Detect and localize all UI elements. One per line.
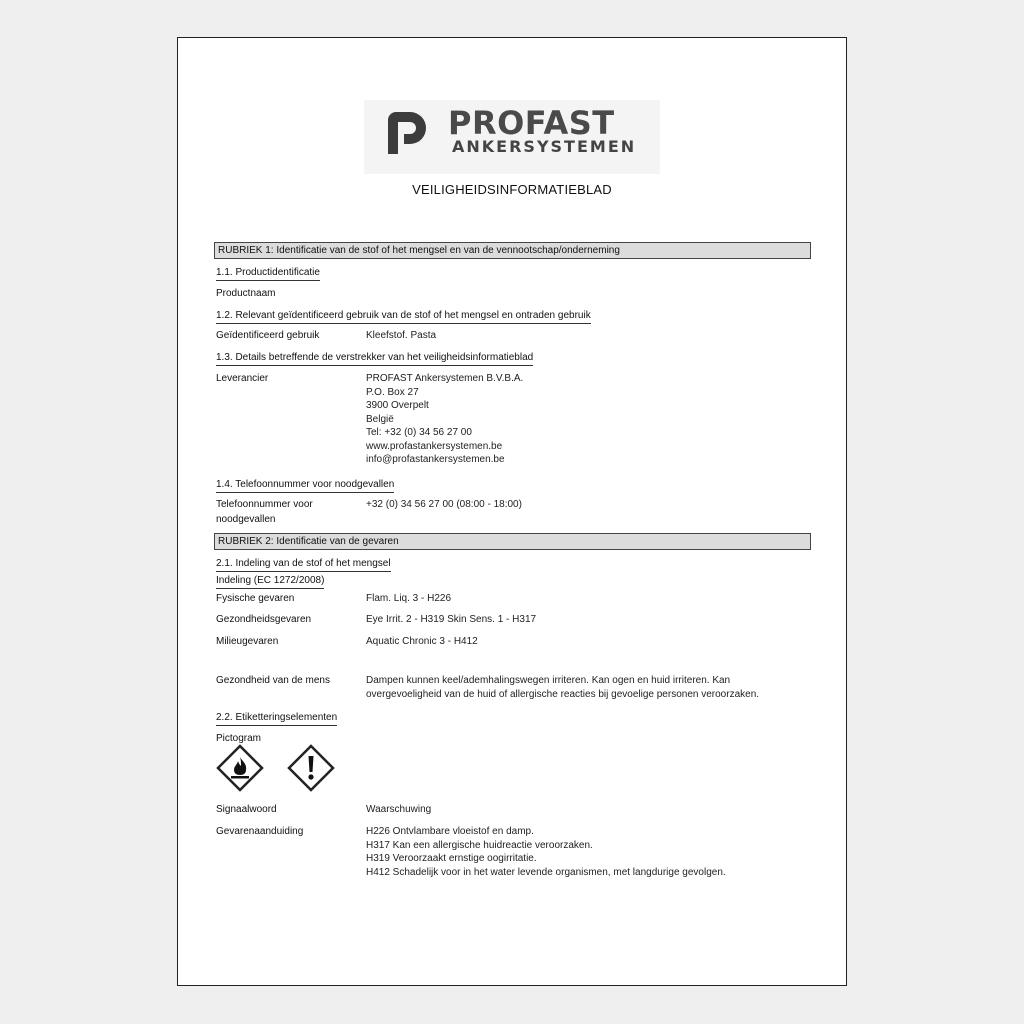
emergency-phone-value: +32 (0) 34 56 27 00 (08:00 - 18:00) [366, 499, 522, 510]
supplier-website: www.profastankersystemen.be [366, 440, 503, 452]
identified-use-label: Geïdentificeerd gebruik [216, 330, 320, 341]
hazard-statement-h317: H317 Kan een allergische huidreactie veroorzaken. [366, 839, 593, 851]
emergency-phone-label [216, 497, 313, 527]
hazard-statement-h319: H319 Veroorzaakt ernstige oogirritatie. [366, 853, 537, 864]
classification-heading: Indeling (EC 1272/2008) [216, 575, 324, 589]
brand-subtitle: ANKERSYSTEMEN [452, 137, 637, 156]
supplier-country: België [366, 413, 394, 425]
supplier-label: Leverancier [216, 373, 269, 384]
subsection-2-1-heading: 2.1. Indeling van de stof of het mengsel [216, 558, 391, 572]
health-hazards-label: Gezondheidsgevaren [216, 614, 312, 625]
signal-word-label: Signaalwoord [216, 804, 277, 815]
subsection-1-1-heading: 1.1. Productidentificatie [216, 267, 320, 281]
hazard-statement-h412: H412 Schadelijk voor in het water levende organismen, met langdurige gevolgen. [366, 866, 726, 878]
profast-logo-mark-icon [384, 110, 430, 156]
subsection-2-2-heading: 2.2. Etiketteringselementen [216, 712, 337, 726]
hazard-statements-label: Gevarenaanduiding [216, 826, 304, 837]
section-1-header: RUBRIEK 1: Identificatie van de stof of het mengsel en van de vennootschap/onderneming [214, 242, 811, 259]
physical-hazards-label: Fysische gevaren [216, 593, 295, 604]
identified-use-value: Kleefstof. Pasta [366, 330, 437, 341]
hazard-statement-h226: H226 Ontvlambare vloeistof en damp. [366, 826, 534, 837]
human-health-label: Gezondheid van de mens [216, 675, 330, 686]
supplier-address [366, 372, 523, 467]
physical-hazards-value: Flam. Liq. 3 - H226 [366, 593, 452, 604]
flame-icon [216, 744, 264, 792]
subsection-1-4-heading: 1.4. Telefoonnummer voor noodgevallen [216, 479, 394, 493]
document-title: VEILIGHEIDSINFORMATIEBLAD [412, 182, 612, 197]
signal-word-value: Waarschuwing [366, 804, 432, 815]
environmental-hazards-label: Milieugevaren [216, 636, 279, 647]
supplier-pobox: P.O. Box 27 [366, 386, 419, 398]
supplier-phone: Tel: +32 (0) 34 56 27 00 [366, 427, 472, 438]
health-hazards-value: Eye Irrit. 2 - H319 Skin Sens. 1 - H317 [366, 614, 537, 625]
pictogram-label: Pictogram [216, 733, 262, 744]
emergency-phone-label-line1: Telefoonnummer voor [216, 499, 313, 510]
human-health-value [366, 674, 759, 701]
section-2-header: RUBRIEK 2: Identificatie van de gevaren [214, 533, 811, 550]
supplier-city: 3900 Overpelt [366, 400, 429, 411]
emergency-phone-label-line2: noodgevallen [216, 514, 276, 525]
exclamation-icon [287, 744, 335, 792]
supplier-company: PROFAST Ankersystemen B.V.B.A. [366, 373, 524, 384]
supplier-email: info@profastankersystemen.be [366, 454, 505, 465]
brand-name: PROFAST [448, 104, 615, 142]
subsection-1-2-heading: 1.2. Relevant geïdentificeerd gebruik van de stof of het mengsel en ontraden gebruik [216, 310, 591, 324]
product-name-label: Productnaam [216, 288, 276, 299]
human-health-line2: overgevoeligheid van de huid of allergische reacties bij gevoelige personen veroorzaken. [366, 688, 760, 700]
human-health-line1: Dampen kunnen keel/ademhalingswegen irriteren. Kan ogen en huid irriteren. Kan [366, 675, 731, 686]
subsection-1-3-heading: 1.3. Details betreffende de verstrekker van het veiligheidsinformatieblad [216, 352, 533, 366]
environmental-hazards-value: Aquatic Chronic 3 - H412 [366, 636, 478, 647]
hazard-statements [366, 825, 726, 879]
